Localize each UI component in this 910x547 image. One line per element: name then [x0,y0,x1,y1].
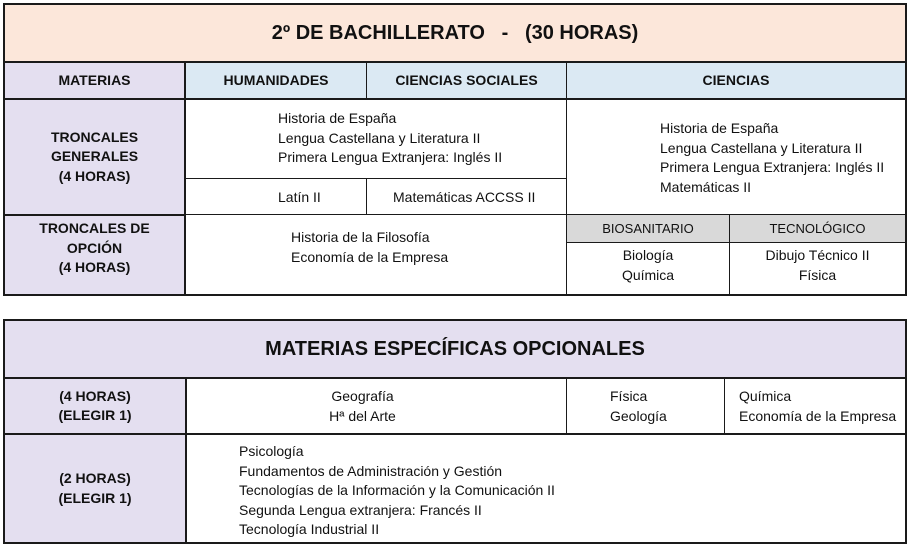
subject: Biología [622,247,674,263]
header-humanidades: HUMANIDADES [184,61,366,98]
ciencias-troncales-generales [566,98,905,214]
subject: Historia de España [278,110,397,126]
subject: Segunda Lengua extranjera: Francés II [239,501,482,518]
table-title [5,5,905,61]
subject: Lengua Castellana y Literatura II [660,139,863,156]
label-troncales-generales: TRONCALES GENERALES (4 HORAS) [5,98,184,214]
tecnologico-subjects [729,242,905,294]
subject: Primera Lengua Extranjera: Inglés II [278,149,503,165]
label-4-horas: (4 HORAS) (ELEGIR 1) [5,377,185,433]
optional-subjects-table [3,319,907,544]
troncales-opcion-hum-soc [184,214,566,294]
subject: Historia de la Filosofía [291,229,430,245]
row4-col1 [185,377,566,433]
subject: Lengua Castellana y Literatura II [278,129,481,146]
subject: Física [798,266,837,283]
table-title-text: 2º DE BACHILLERATO - (30 HORAS) [271,21,639,44]
header-materias: MATERIAS [5,61,184,98]
header-tecnologico: TECNOLÓGICO [729,214,905,242]
subject: Economía de la Empresa [739,407,897,424]
label-2-horas: (2 HORAS) (ELEGIR 1) [5,433,185,542]
subject: Matemáticas II [660,178,752,195]
subject: Historia de España [660,120,779,136]
header-ciencias-sociales: CIENCIAS SOCIALES [366,61,566,98]
subject: Primera Lengua Extranjera: Inglés II [660,159,885,175]
row4-col3 [724,377,905,433]
subject: Geología [610,407,667,424]
subject: Química [739,388,792,404]
ciencias-sociales-subject: Matemáticas ACCSS II [366,178,566,214]
row2-subjects [185,433,905,542]
row4-col2 [566,377,724,433]
subject: Tecnología Industrial II [239,521,380,537]
biosanitario-subjects [566,242,729,294]
subject: Dibujo Técnico II [765,247,870,263]
subject: Economía de la Empresa [291,248,449,265]
subject: Psicología [239,443,304,459]
subject: Física [610,388,648,404]
troncales-generales-common [184,98,566,178]
subject: Tecnologías de la Información y la Comunicación II [239,482,555,498]
optional-table-title-text: MATERIAS ESPECÍFICAS OPCIONALES [265,337,645,360]
humanidades-subject: Latín II [184,178,366,214]
subject: Geografía [331,388,394,404]
bachillerato-table [3,3,907,296]
subject: Química [621,266,675,283]
subject: Fundamentos de Administración y Gestión [239,462,503,479]
label-troncales-opcion: TRONCALES DE OPCIÓN (4 HORAS) [5,214,184,294]
header-biosanitario: BIOSANITARIO [566,214,729,242]
subject: Hª del Arte [329,407,396,424]
optional-table-title [5,321,905,377]
header-ciencias: CIENCIAS [566,61,905,98]
